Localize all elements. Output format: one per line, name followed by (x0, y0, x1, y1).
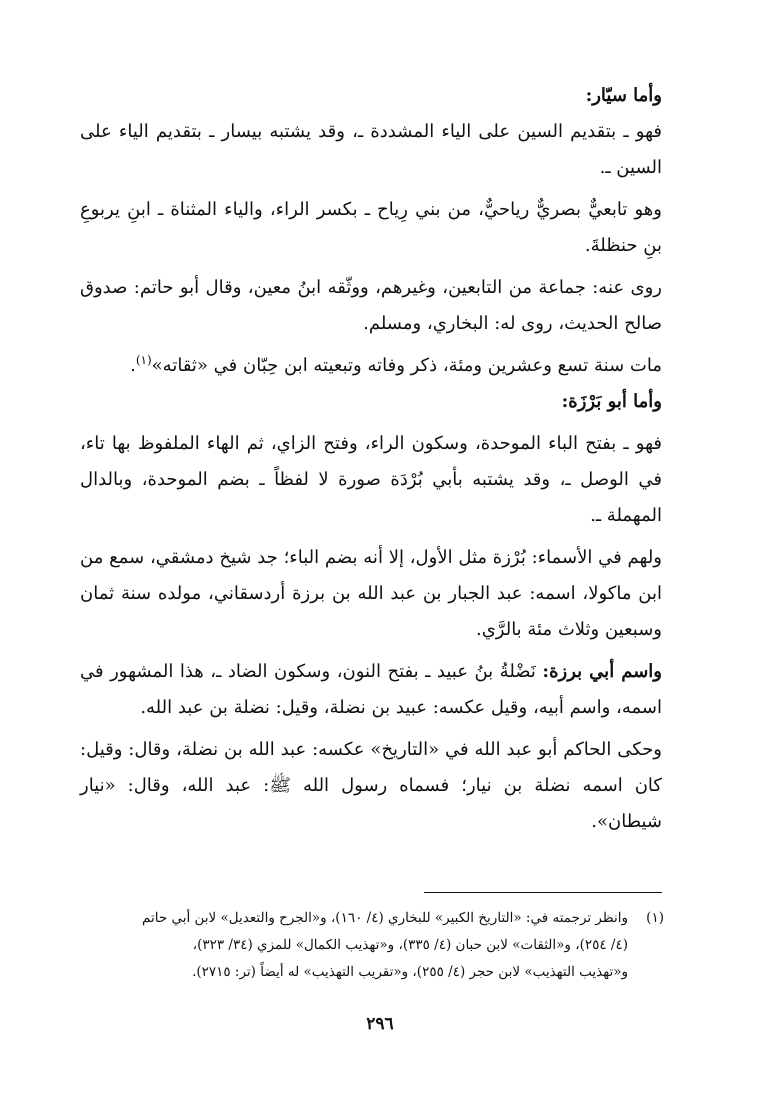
death-text: مات سنة تسع وعشرين ومئة، ذكر وفاته وتبعيته ابن حِبّان في «ثقاته» (151, 355, 662, 376)
footnote-line-3: و«تهذيب التهذيب» لابن حجر (٤/ ٢٥٥)، و«تقريب التهذيب» له أيضاً (تر: ٢٧١٥). (192, 964, 628, 980)
footnote-number: (١) (646, 910, 664, 926)
footnote-line-2: (٤/ ٢٥٤)، و«الثقات» لابن حبان (٤/ ٣٣٥)، و«تهذيب الكمال» للمزي (٣٤/ ٣٢٣)، (192, 937, 628, 953)
footnotes (80, 905, 664, 986)
page-number: ٢٩٦ (366, 1014, 394, 1034)
paragraph-barza-names: ولهم في الأسماء: بُرْزة مثل الأول، إلا أنه بضم الباء؛ جد شيخ دمشقي، سمع من ابن ماكولا، اسمه: عبد الجبار بن عبد الله بن برزة أردسقاني، مولده سنة ثمان وسبعين وثلاث مئة بالرَّي. (80, 547, 662, 640)
paragraph-barza-spelling: فهو ـ بفتح الباء الموحدة، وسكون الراء، وفتح الزاي، ثم الهاء الملفوظ بها تاء، في الوصل ـ، وقد يشتبه بأبي بُرْدَة صورة لا لفظاً ـ بضم الموحدة، وبالدال المهملة ـ. (80, 433, 662, 526)
barza-name-label: واسم أبي برزة: (542, 661, 662, 682)
paragraph-sayyar-death (80, 348, 662, 384)
paragraph-barza-name (80, 654, 662, 726)
footnote-marker: (١) (135, 353, 152, 367)
footnote-text-1: وانظر ترجمته في: «التاريخ الكبير» للبخاري (٤/ ١٦٠)، و«الجرح والتعديل» لابن أبي حاتم (141, 910, 628, 926)
death-end: . (130, 355, 136, 376)
heading-sayyar: وأما سيّار: (585, 85, 662, 106)
barza-name-text: نَضْلةُ بنُ عبيد ـ بفتح النون، وسكون الضاد ـ، هذا المشهور في اسمه، واسم أبيه، وقيل عكسه: عبيد بن نضلة، وقيل: نضلة بن عبد الله. (80, 661, 662, 718)
paragraph-hakim-report: وحكى الحاكم أبو عبد الله في «التاريخ» عكسه: عبد الله بن نضلة، وقال: وقيل: كان اسمه نضلة بن نيار؛ فسماه رسول الله ﷺ: عبد الله، وقال: «نيار شيطان». (80, 739, 662, 832)
paragraph-sayyar-narrators: روى عنه: جماعة من التابعين، وغيرهم، ووثّقه ابنُ معين، وقال أبو حاتم: صدوق صالح الحديث، روى له: البخاري، ومسلم. (80, 277, 662, 334)
footnote-line-1 (80, 905, 664, 932)
main-text (80, 78, 662, 840)
footnote-divider (424, 892, 662, 893)
paragraph-sayyar-spelling: فهو ـ بتقديم السين على الياء المشددة ـ، وقد يشتبه بيسار ـ بتقديم الياء على السين ـ. (80, 121, 662, 178)
heading-abu-barza: وأما أبو بَرْزَة: (561, 391, 662, 412)
paragraph-sayyar-lineage: وهو تابعيٌّ بصريٌّ رياحيٌّ، من بني رِياح ـ بكسر الراء، والياء المثناة ـ ابنِ يربوعِ بنِ حنظلةَ. (80, 199, 662, 256)
